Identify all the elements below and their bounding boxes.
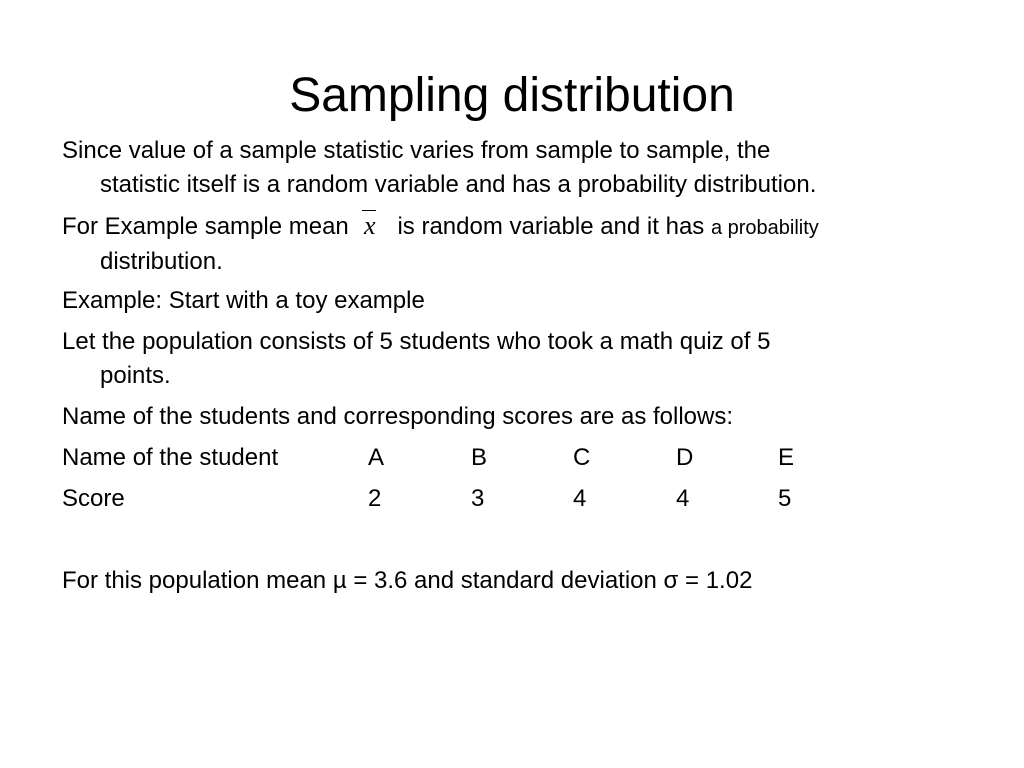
table-cell-student: D — [676, 444, 694, 471]
table-cell-student: C — [573, 444, 591, 471]
paragraph-population — [62, 325, 962, 393]
paragraph-line: Since value of a sample statistic varies from sample to sample, the — [62, 137, 771, 164]
paragraph-population-summary: For this population mean µ = 3.6 and standard deviation σ = 1.02 — [62, 567, 753, 594]
paragraph-toy-example: Example: Start with a toy example — [62, 287, 425, 314]
table-cell-student: B — [471, 444, 488, 471]
row-label-name: Name of the student — [62, 444, 279, 471]
table-cell-score: 2 — [368, 485, 382, 512]
paragraph-text: For Example sample mean — [62, 213, 349, 240]
paragraph-names-scores: Name of the students and corresponding scores are as follows: — [62, 403, 734, 430]
overline — [362, 210, 376, 211]
paragraph-sample-mean — [62, 209, 962, 279]
x-symbol-letter: x — [364, 211, 376, 240]
table-cell-student: E — [778, 444, 795, 471]
paragraph-text: is random variable and it has — [397, 213, 705, 240]
slide-title: Sampling distribution — [289, 69, 735, 122]
paragraph-line: statistic itself is a random variable and has a probability distribution. — [100, 171, 817, 198]
table-cell-student: A — [368, 444, 385, 471]
table-cell-score: 4 — [573, 485, 587, 512]
table-row-names — [62, 441, 862, 475]
table-cell-score: 3 — [471, 485, 485, 512]
table-row-scores — [62, 482, 862, 516]
paragraph-line: Let the population consists of 5 students who took a math quiz of 5 — [62, 328, 771, 355]
table-cell-score: 5 — [778, 485, 792, 512]
x-bar-symbol — [355, 209, 385, 243]
paragraph-sample-statistic — [62, 134, 962, 202]
paragraph-line: points. — [100, 362, 171, 389]
paragraph-line: distribution. — [100, 248, 223, 275]
row-label-score: Score — [62, 485, 125, 512]
paragraph-small-text: a probability — [710, 217, 819, 239]
table-cell-score: 4 — [676, 485, 690, 512]
